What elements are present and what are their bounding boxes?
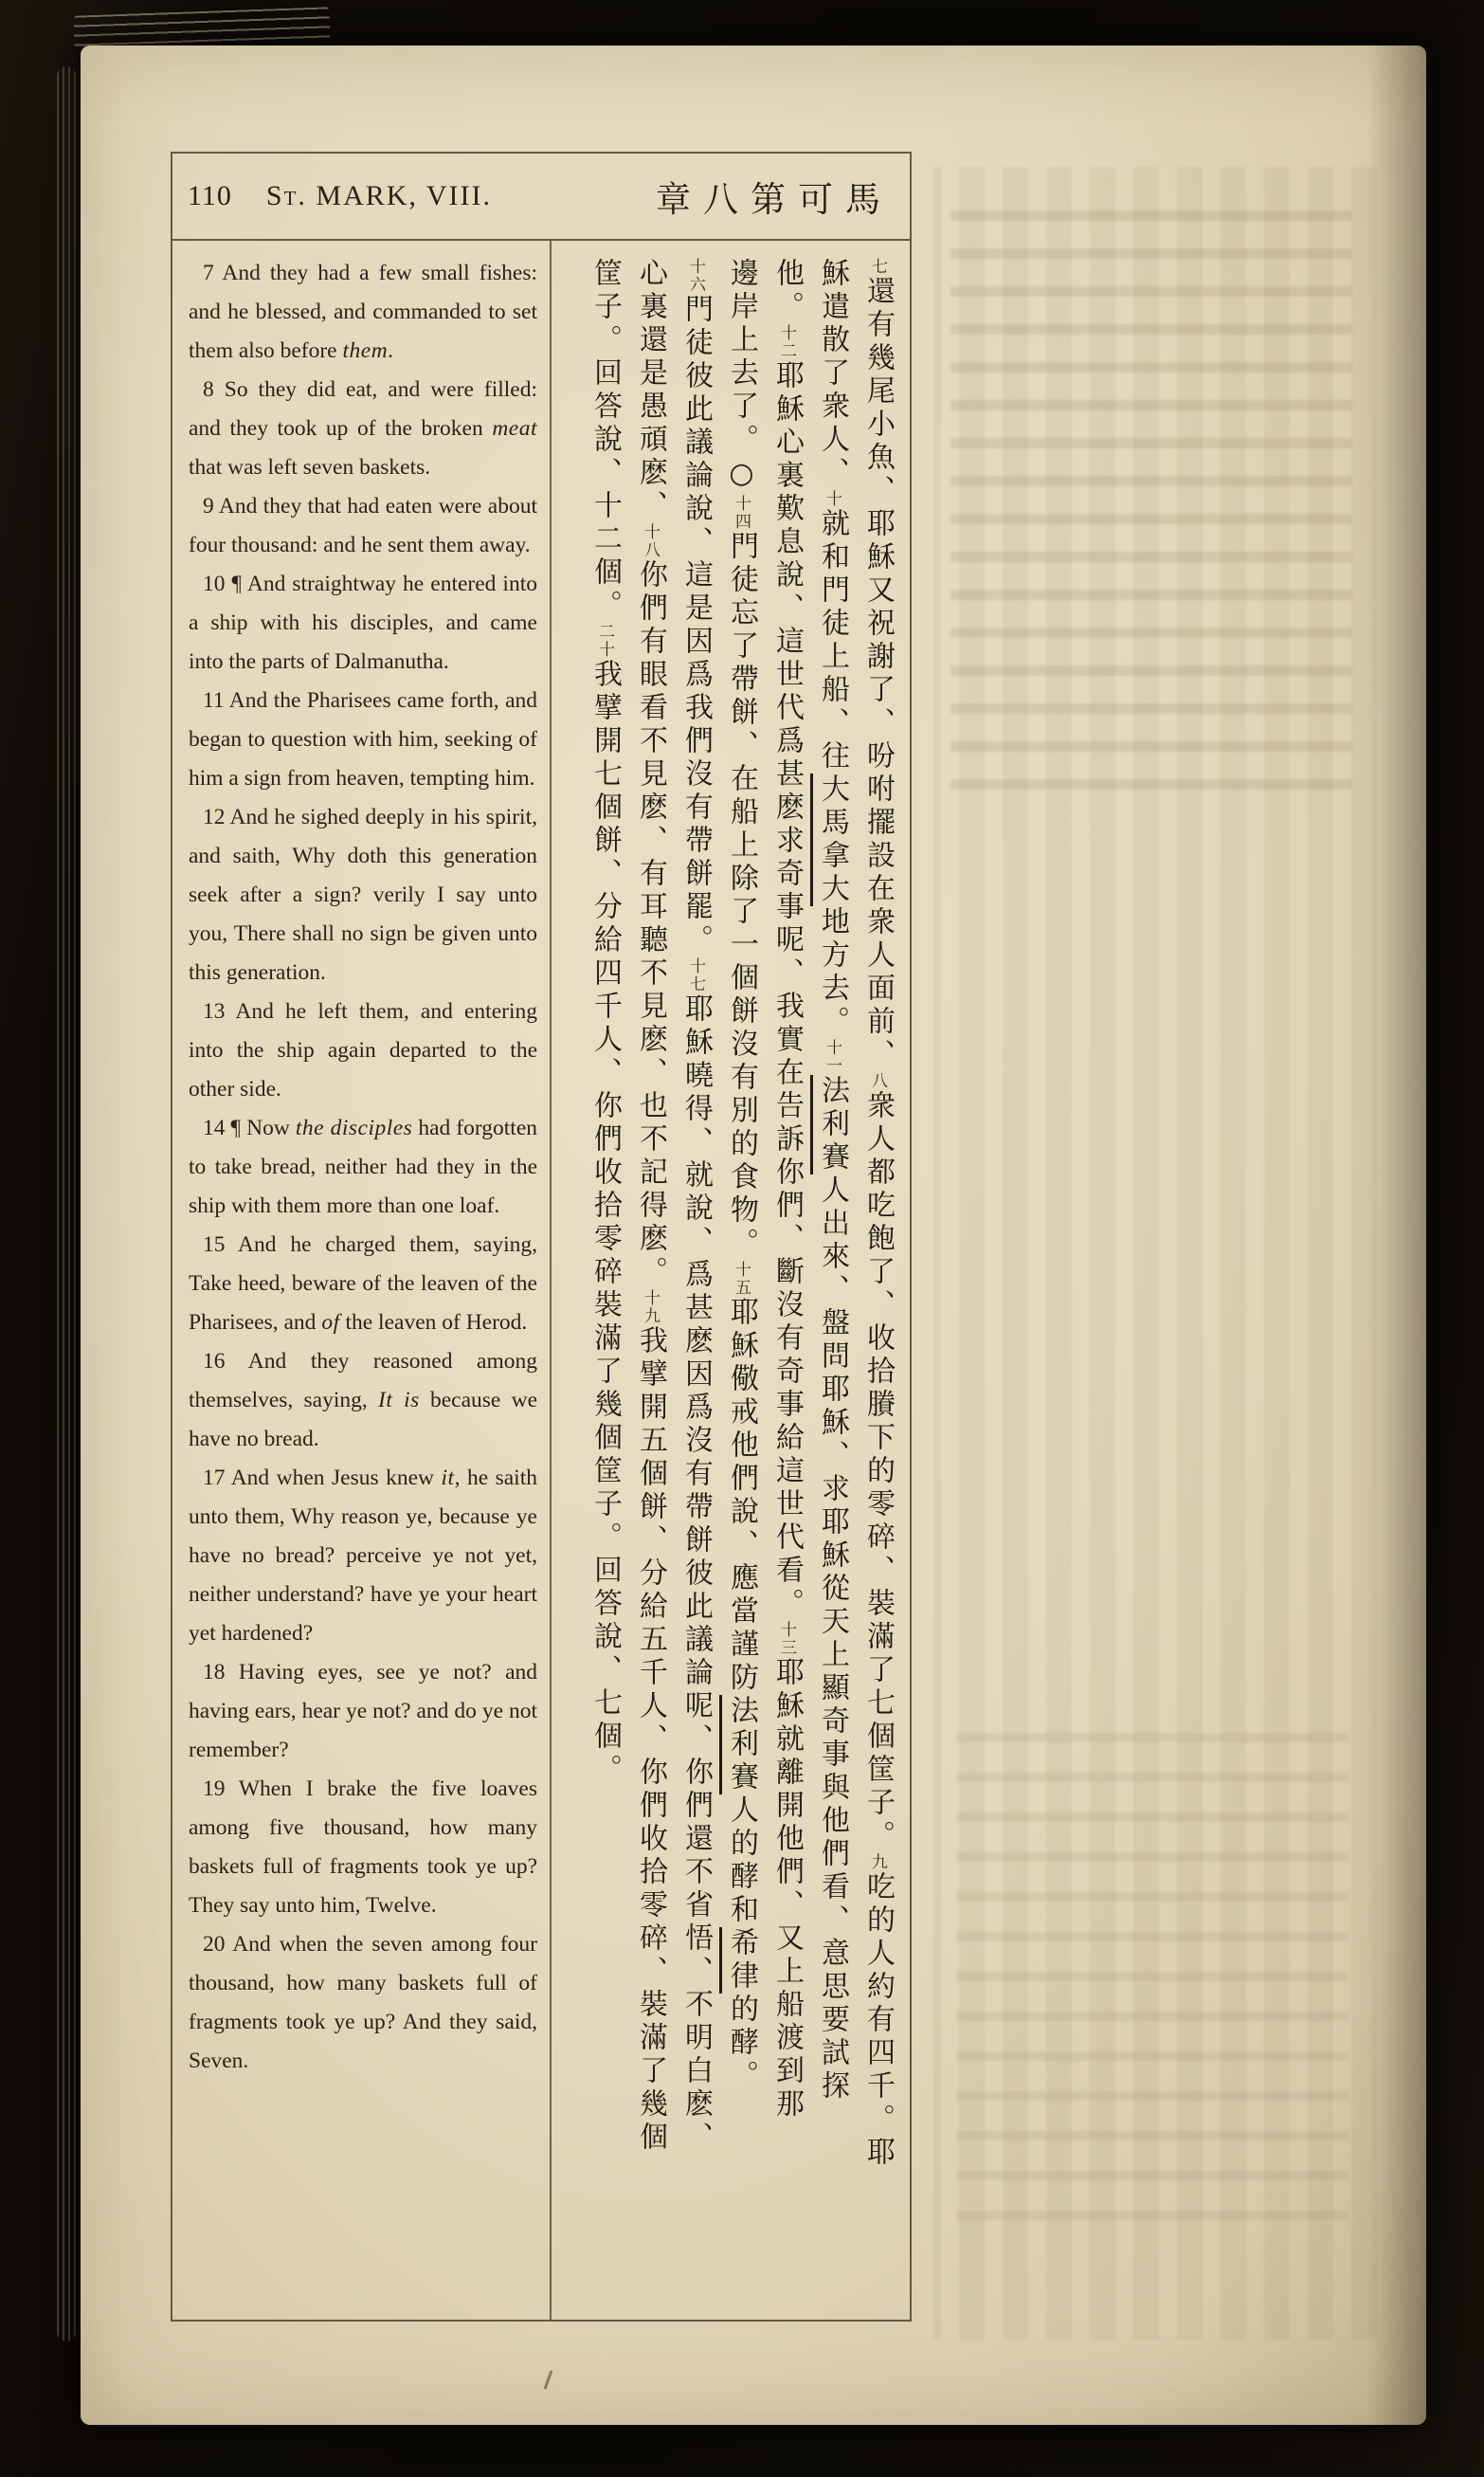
book-page-stack-edge bbox=[73, 7, 330, 47]
chinese-column: 穌遣散了衆人、十就和門徒上船、往大馬拿大地方去。十一法利賽人出來、盤問耶穌、求耶穌從天上顯奇事與他們看、意思要試探 bbox=[816, 258, 849, 2104]
header-left-group bbox=[188, 180, 492, 212]
page-number: 110 bbox=[188, 180, 232, 211]
text-columns bbox=[172, 241, 910, 2320]
english-column bbox=[172, 241, 550, 2320]
page-edge-shadow bbox=[1367, 46, 1426, 2425]
page-header bbox=[172, 154, 910, 241]
verse-paragraph: 13 And he left them, and entering into the ship again departed to the other side. bbox=[189, 999, 537, 1102]
chinese-column: 他。十二耶穌心裏歎息說、這世代爲甚麽求奇事呢、我實在告訴你們、斷沒有奇事給這世代看。十三耶穌就離開他們、又上船渡到那 bbox=[770, 258, 804, 2122]
chinese-area bbox=[552, 241, 910, 2320]
verse-paragraph: 20 And when the seven among four thousand, how many baskets full of fragments took ye up? And they said, Seven. bbox=[189, 1932, 537, 2073]
book-page bbox=[81, 46, 1426, 2425]
chinese-column: 七還有幾尾小魚、耶穌又祝謝了、吩咐擺設在衆人面前、八衆人都吃飽了、收拾賸下的零碎、裝滿了七個筐子。九吃的人約有四千。耶 bbox=[861, 258, 895, 2170]
chinese-column: 十六門徒彼此議論說、這是因爲我們沒有帶餅罷。十七耶穌曉得、就說、爲甚麽因爲沒有帶餅彼此議論呢、你們還不省悟、不明白麽、 bbox=[679, 258, 713, 2155]
bleedthrough-ghost-region bbox=[933, 167, 1377, 2340]
verse-paragraph: 19 When I brake the five loaves among five thousand, how many baskets full of fragments took ye up? They say unto him, Twelve. bbox=[189, 1776, 537, 1918]
verse-paragraph: 18 Having eyes, see ye not? and having ears, hear ye not? and do ye not remember? bbox=[189, 1660, 537, 1762]
book-left-edge bbox=[57, 66, 76, 2341]
chinese-column: 心裏還是愚頑麽、十八你們有眼看不見麽、有耳聽不見麽、也不記得麽。十九我擘開五個餅、分給五千人、你們收拾零碎、裝滿了幾個 bbox=[634, 258, 667, 2155]
verse-paragraph: 12 And he sighed deeply in his spirit, and saith, Why doth this generation seek after a sign? verily I say unto you, There shall no sign be given unto this generation. bbox=[189, 805, 537, 985]
printed-content-box bbox=[171, 152, 912, 2322]
verse-paragraph: 8 So they did eat, and were filled: and they took up of the broken meat that was left seven baskets. bbox=[189, 377, 537, 480]
verse-paragraph: 17 And when Jesus knew it, he saith unto them, Why reason ye, because ye have no bread? perceive ye not yet, neither understand? have ye your heart yet hardened? bbox=[189, 1466, 537, 1646]
verse-paragraph: 16 And they reasoned among themselves, saying, It is because we have no bread. bbox=[189, 1349, 537, 1451]
bleedthrough-english-lines-lower bbox=[956, 1733, 1348, 2226]
verse-paragraph: 7 And they had a few small fishes: and he blessed, and commanded to set them also before them. bbox=[189, 261, 537, 363]
verse-paragraph: 9 And they that had eaten were about four thousand: and he sent them away. bbox=[189, 494, 537, 557]
running-title-chinese: 章八第可馬 bbox=[656, 179, 893, 220]
verse-paragraph: 14 ¶ Now the disciples had forgotten to take bread, neither had they in the ship with them more than one loaf. bbox=[189, 1116, 538, 1218]
chinese-column: 筐子。回答說、十二個。二十我擘開七個餅、分給四千人、你們收拾零碎裝滿了幾個筐子。回答說、七個。 bbox=[588, 258, 622, 1787]
verse-paragraph: 10 ¶ And straightway he entered into a ship with his disciples, and came into the parts of Dalmanutha. bbox=[189, 572, 537, 674]
chinese-text bbox=[555, 258, 900, 2301]
stray-ink-mark bbox=[543, 2370, 552, 2390]
verse-paragraph: 15 And he charged them, saying, Take heed, beware of the leaven of the Pharisees, and of the leaven of Herod. bbox=[189, 1232, 537, 1335]
running-title-english: St. MARK, VIII. bbox=[265, 180, 493, 211]
chinese-column: 邊岸上去了。○十四門徒忘了帶餅、在船上除了一個餅沒有別的食物。十五耶穌儆戒他們說、應當謹防法利賽人的酵和希律的酵。 bbox=[725, 258, 758, 2093]
verse-paragraph: 11 And the Pharisees came forth, and began to question with him, seeking of him a sign from heaven, tempting him. bbox=[189, 688, 537, 791]
bleedthrough-english-lines bbox=[950, 210, 1352, 817]
